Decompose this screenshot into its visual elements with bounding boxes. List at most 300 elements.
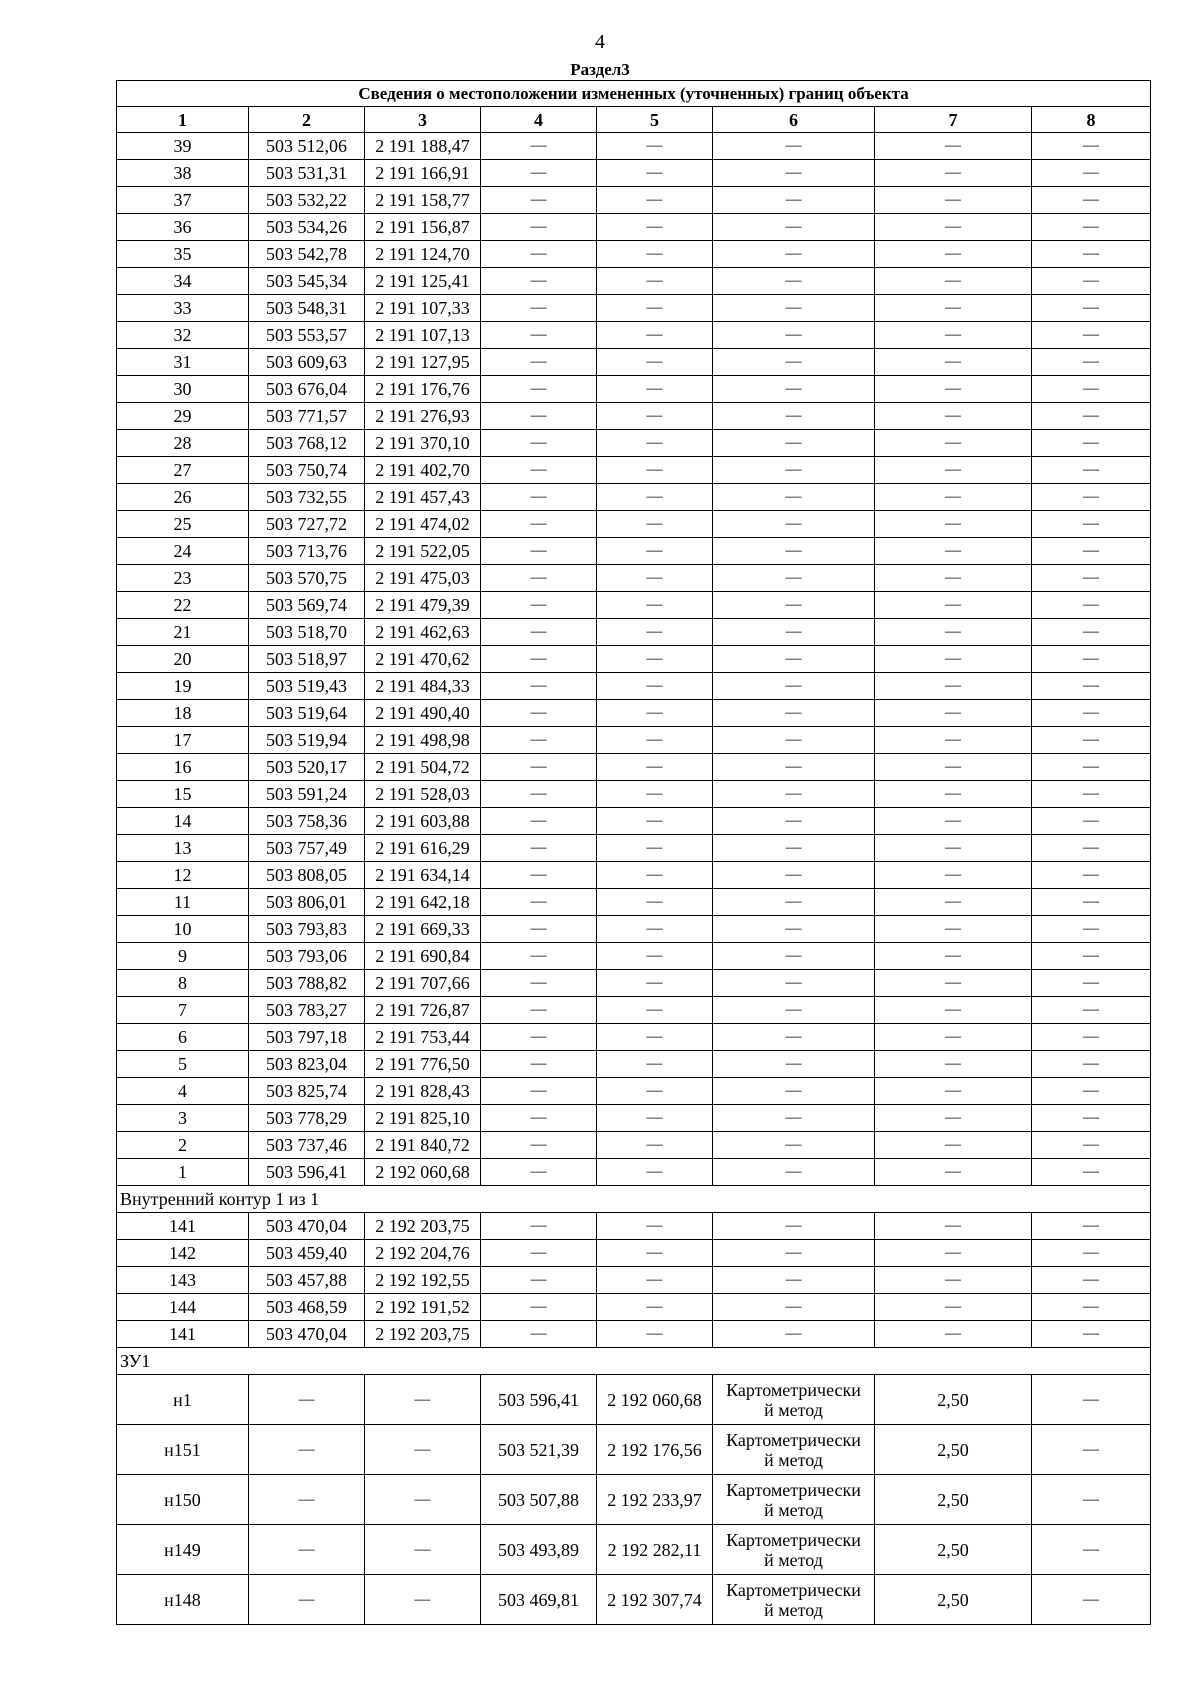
table-row — [117, 754, 1151, 781]
empty-dash: — — [875, 700, 1032, 727]
method-line: й метод — [764, 1599, 823, 1620]
coord-x: 503 825,74 — [249, 1078, 365, 1105]
empty-dash: — — [597, 862, 713, 889]
point-number: 24 — [117, 538, 249, 565]
empty-dash: — — [713, 754, 875, 781]
point-number: 34 — [117, 268, 249, 295]
coord-y: 2 191 634,14 — [365, 862, 481, 889]
coord-y: 2 191 107,33 — [365, 295, 481, 322]
empty-dash: — — [875, 403, 1032, 430]
coord-y: 2 191 470,62 — [365, 646, 481, 673]
table-row — [117, 349, 1151, 376]
empty-dash: — — [481, 268, 597, 295]
empty-dash: — — [481, 673, 597, 700]
empty-dash: — — [875, 295, 1032, 322]
table-row — [117, 376, 1151, 403]
coord-x: 503 459,40 — [249, 1240, 365, 1267]
table-row — [117, 943, 1151, 970]
empty-dash: — — [481, 835, 597, 862]
empty-dash: — — [713, 1051, 875, 1078]
empty-dash: — — [597, 160, 713, 187]
empty-dash: — — [713, 808, 875, 835]
empty-dash: — — [481, 754, 597, 781]
coord-y: 2 191 690,84 — [365, 943, 481, 970]
method-line: Картометрически — [726, 1429, 861, 1450]
empty-dash: — — [597, 268, 713, 295]
coord-x: 503 570,75 — [249, 565, 365, 592]
empty-dash: — — [713, 673, 875, 700]
coord-x: 503 758,36 — [249, 808, 365, 835]
column-number-row — [117, 107, 1151, 133]
coord-x: 503 548,31 — [249, 295, 365, 322]
empty-dash: — — [1032, 862, 1151, 889]
table-row — [117, 1240, 1151, 1267]
method-cell — [713, 1425, 875, 1475]
accuracy: 2,50 — [875, 1475, 1032, 1525]
point-number: 36 — [117, 214, 249, 241]
empty-dash: — — [481, 1024, 597, 1051]
empty-dash: — — [1032, 1078, 1151, 1105]
column-number: 3 — [365, 107, 481, 133]
empty-dash: — — [597, 1294, 713, 1321]
point-number: 17 — [117, 727, 249, 754]
empty-dash: — — [597, 376, 713, 403]
table-title-row — [117, 81, 1151, 107]
empty-dash: — — [597, 1132, 713, 1159]
empty-dash: — — [597, 322, 713, 349]
empty-dash: — — [597, 1105, 713, 1132]
table-row — [117, 295, 1151, 322]
coord-y: 2 192 060,68 — [597, 1375, 713, 1425]
empty-dash: — — [875, 1321, 1032, 1348]
coord-y: 2 191 156,87 — [365, 214, 481, 241]
coord-x: 503 518,70 — [249, 619, 365, 646]
point-number: 29 — [117, 403, 249, 430]
empty-dash: — — [481, 1321, 597, 1348]
coord-x: 503 553,57 — [249, 322, 365, 349]
empty-dash: — — [875, 484, 1032, 511]
table-row — [117, 1051, 1151, 1078]
coord-y: 2 191 474,02 — [365, 511, 481, 538]
point-number: 37 — [117, 187, 249, 214]
coord-y: 2 191 484,33 — [365, 673, 481, 700]
empty-dash: — — [597, 1078, 713, 1105]
empty-dash: — — [1032, 1475, 1151, 1525]
coord-x: 503 596,41 — [249, 1159, 365, 1186]
empty-dash: — — [597, 1267, 713, 1294]
point-number: 23 — [117, 565, 249, 592]
coord-y: 2 191 158,77 — [365, 187, 481, 214]
empty-dash: — — [365, 1475, 481, 1525]
table-row — [117, 997, 1151, 1024]
empty-dash: — — [365, 1425, 481, 1475]
coord-x: 503 531,31 — [249, 160, 365, 187]
empty-dash: — — [713, 646, 875, 673]
empty-dash: — — [1032, 1294, 1151, 1321]
empty-dash: — — [875, 1213, 1032, 1240]
empty-dash: — — [875, 646, 1032, 673]
empty-dash: — — [1032, 1240, 1151, 1267]
empty-dash: — — [875, 619, 1032, 646]
empty-dash: — — [1032, 1132, 1151, 1159]
empty-dash: — — [713, 376, 875, 403]
point-number: 22 — [117, 592, 249, 619]
coord-x: 503 797,18 — [249, 1024, 365, 1051]
empty-dash: — — [597, 457, 713, 484]
empty-dash: — — [597, 214, 713, 241]
empty-dash: — — [481, 1078, 597, 1105]
coord-y: 2 191 127,95 — [365, 349, 481, 376]
table-row — [117, 835, 1151, 862]
empty-dash: — — [597, 916, 713, 943]
empty-dash: — — [597, 943, 713, 970]
empty-dash: — — [875, 781, 1032, 808]
empty-dash: — — [875, 970, 1032, 997]
table-row — [117, 673, 1151, 700]
table-row — [117, 322, 1151, 349]
point-number: н1 — [117, 1375, 249, 1425]
empty-dash: — — [481, 1132, 597, 1159]
empty-dash: — — [597, 1159, 713, 1186]
table-row — [117, 1024, 1151, 1051]
coord-y: 2 191 107,13 — [365, 322, 481, 349]
point-number: 30 — [117, 376, 249, 403]
empty-dash: — — [1032, 268, 1151, 295]
empty-dash: — — [713, 403, 875, 430]
coord-x: 503 507,88 — [481, 1475, 597, 1525]
table-row — [117, 1425, 1151, 1475]
empty-dash: — — [1032, 1024, 1151, 1051]
empty-dash: — — [597, 646, 713, 673]
table-row — [117, 1525, 1151, 1575]
coord-y: 2 191 176,76 — [365, 376, 481, 403]
empty-dash: — — [875, 187, 1032, 214]
coord-y: 2 192 307,74 — [597, 1575, 713, 1625]
coord-y: 2 191 490,40 — [365, 700, 481, 727]
method-line: й метод — [764, 1399, 823, 1420]
empty-dash: — — [597, 1051, 713, 1078]
coord-x: 503 512,06 — [249, 133, 365, 160]
point-number: 7 — [117, 997, 249, 1024]
empty-dash: — — [597, 808, 713, 835]
empty-dash: — — [481, 1051, 597, 1078]
empty-dash: — — [1032, 646, 1151, 673]
empty-dash: — — [713, 1159, 875, 1186]
coord-y: 2 191 125,41 — [365, 268, 481, 295]
empty-dash: — — [597, 187, 713, 214]
empty-dash: — — [1032, 970, 1151, 997]
empty-dash: — — [365, 1525, 481, 1575]
table-row — [117, 430, 1151, 457]
empty-dash: — — [481, 916, 597, 943]
coord-y: 2 191 707,66 — [365, 970, 481, 997]
point-number: 16 — [117, 754, 249, 781]
coord-y: 2 191 457,43 — [365, 484, 481, 511]
coord-y: 2 192 191,52 — [365, 1294, 481, 1321]
empty-dash: — — [481, 700, 597, 727]
empty-dash: — — [1032, 835, 1151, 862]
empty-dash: — — [713, 1294, 875, 1321]
empty-dash: — — [597, 781, 713, 808]
table-row — [117, 268, 1151, 295]
coord-y: 2 192 203,75 — [365, 1213, 481, 1240]
empty-dash: — — [1032, 1267, 1151, 1294]
point-number: 12 — [117, 862, 249, 889]
coord-y: 2 192 192,55 — [365, 1267, 481, 1294]
empty-dash: — — [875, 592, 1032, 619]
empty-dash: — — [597, 295, 713, 322]
column-number: 7 — [875, 107, 1032, 133]
empty-dash: — — [481, 241, 597, 268]
empty-dash: — — [875, 511, 1032, 538]
empty-dash: — — [597, 970, 713, 997]
empty-dash: — — [597, 889, 713, 916]
empty-dash: — — [597, 727, 713, 754]
point-number: 13 — [117, 835, 249, 862]
method-line: й метод — [764, 1449, 823, 1470]
empty-dash: — — [1032, 1105, 1151, 1132]
table-row — [117, 187, 1151, 214]
column-number: 4 — [481, 107, 597, 133]
table-row — [117, 160, 1151, 187]
point-number: 8 — [117, 970, 249, 997]
empty-dash: — — [597, 673, 713, 700]
coord-y: 2 192 176,56 — [597, 1425, 713, 1475]
table-row — [117, 133, 1151, 160]
method-line: Картометрически — [726, 1479, 861, 1500]
empty-dash: — — [1032, 484, 1151, 511]
point-number: 143 — [117, 1267, 249, 1294]
empty-dash: — — [875, 754, 1032, 781]
table-row — [117, 1575, 1151, 1625]
empty-dash: — — [713, 916, 875, 943]
empty-dash: — — [713, 943, 875, 970]
empty-dash: — — [875, 349, 1032, 376]
coord-x: 503 778,29 — [249, 1105, 365, 1132]
coord-x: 503 469,81 — [481, 1575, 597, 1625]
table-row — [117, 592, 1151, 619]
table-row — [117, 889, 1151, 916]
empty-dash: — — [365, 1575, 481, 1625]
empty-dash: — — [249, 1525, 365, 1575]
coord-x: 503 519,43 — [249, 673, 365, 700]
table-row — [117, 214, 1151, 241]
coord-y: 2 191 776,50 — [365, 1051, 481, 1078]
method-cell — [713, 1475, 875, 1525]
empty-dash: — — [1032, 673, 1151, 700]
coord-x: 503 569,74 — [249, 592, 365, 619]
empty-dash: — — [481, 484, 597, 511]
empty-dash: — — [1032, 187, 1151, 214]
coord-y: 2 191 462,63 — [365, 619, 481, 646]
coord-x: 503 468,59 — [249, 1294, 365, 1321]
empty-dash: — — [713, 565, 875, 592]
coord-x: 503 771,57 — [249, 403, 365, 430]
accuracy: 2,50 — [875, 1575, 1032, 1625]
empty-dash: — — [597, 1024, 713, 1051]
point-number: 33 — [117, 295, 249, 322]
column-number: 5 — [597, 107, 713, 133]
empty-dash: — — [875, 214, 1032, 241]
point-number: 15 — [117, 781, 249, 808]
empty-dash: — — [481, 943, 597, 970]
empty-dash: — — [597, 997, 713, 1024]
empty-dash: — — [481, 808, 597, 835]
coord-y: 2 192 060,68 — [365, 1159, 481, 1186]
empty-dash: — — [875, 673, 1032, 700]
empty-dash: — — [597, 133, 713, 160]
coord-x: 503 457,88 — [249, 1267, 365, 1294]
table-row — [117, 970, 1151, 997]
empty-dash: — — [1032, 1425, 1151, 1475]
empty-dash: — — [481, 997, 597, 1024]
empty-dash: — — [875, 1294, 1032, 1321]
coord-x: 503 823,04 — [249, 1051, 365, 1078]
empty-dash: — — [1032, 133, 1151, 160]
empty-dash: — — [875, 1267, 1032, 1294]
empty-dash: — — [713, 538, 875, 565]
table-row — [117, 1321, 1151, 1348]
empty-dash: — — [1032, 700, 1151, 727]
point-number: 142 — [117, 1240, 249, 1267]
empty-dash: — — [713, 862, 875, 889]
coord-x: 503 545,34 — [249, 268, 365, 295]
coord-y: 2 191 188,47 — [365, 133, 481, 160]
method-cell — [713, 1525, 875, 1575]
empty-dash: — — [597, 538, 713, 565]
point-number: 19 — [117, 673, 249, 700]
empty-dash: — — [1032, 160, 1151, 187]
coord-y: 2 191 616,29 — [365, 835, 481, 862]
empty-dash: — — [481, 349, 597, 376]
point-number: 1 — [117, 1159, 249, 1186]
empty-dash: — — [713, 835, 875, 862]
empty-dash: — — [481, 1159, 597, 1186]
point-number: 18 — [117, 700, 249, 727]
empty-dash: — — [1032, 538, 1151, 565]
method-line: Картометрически — [726, 1379, 861, 1400]
coord-y: 2 191 603,88 — [365, 808, 481, 835]
table-row — [117, 1105, 1151, 1132]
empty-dash: — — [481, 862, 597, 889]
table-row — [117, 538, 1151, 565]
coord-y: 2 191 479,39 — [365, 592, 481, 619]
empty-dash: — — [597, 835, 713, 862]
coord-x: 503 727,72 — [249, 511, 365, 538]
empty-dash: — — [597, 241, 713, 268]
empty-dash: — — [713, 511, 875, 538]
empty-dash: — — [875, 457, 1032, 484]
point-number: 28 — [117, 430, 249, 457]
table-title: Сведения о местоположении измененных (уточненных) границ объекта — [117, 81, 1151, 107]
inner-contour-label-row — [117, 1186, 1151, 1213]
coord-y: 2 191 669,33 — [365, 916, 481, 943]
empty-dash: — — [713, 133, 875, 160]
empty-dash: — — [1032, 592, 1151, 619]
empty-dash: — — [481, 187, 597, 214]
empty-dash: — — [481, 430, 597, 457]
empty-dash: — — [713, 1240, 875, 1267]
empty-dash: — — [1032, 1159, 1151, 1186]
empty-dash: — — [1032, 241, 1151, 268]
empty-dash: — — [481, 781, 597, 808]
table-row — [117, 511, 1151, 538]
empty-dash: — — [875, 268, 1032, 295]
point-number: 39 — [117, 133, 249, 160]
empty-dash: — — [1032, 808, 1151, 835]
coord-x: 503 521,39 — [481, 1425, 597, 1475]
empty-dash: — — [713, 997, 875, 1024]
empty-dash: — — [481, 160, 597, 187]
empty-dash: — — [597, 754, 713, 781]
empty-dash: — — [597, 403, 713, 430]
empty-dash: — — [1032, 997, 1151, 1024]
empty-dash: — — [875, 1105, 1032, 1132]
coord-x: 503 788,82 — [249, 970, 365, 997]
coord-y: 2 191 828,43 — [365, 1078, 481, 1105]
empty-dash: — — [481, 1240, 597, 1267]
empty-dash: — — [1032, 943, 1151, 970]
coord-x: 503 768,12 — [249, 430, 365, 457]
empty-dash: — — [875, 943, 1032, 970]
parcel-label-row — [117, 1348, 1151, 1375]
empty-dash: — — [249, 1375, 365, 1425]
empty-dash: — — [481, 1213, 597, 1240]
coord-y: 2 191 528,03 — [365, 781, 481, 808]
empty-dash: — — [249, 1575, 365, 1625]
coord-y: 2 192 203,75 — [365, 1321, 481, 1348]
point-number: 26 — [117, 484, 249, 511]
point-number: 2 — [117, 1132, 249, 1159]
empty-dash: — — [713, 1267, 875, 1294]
coord-y: 2 191 402,70 — [365, 457, 481, 484]
empty-dash: — — [481, 511, 597, 538]
point-number: 38 — [117, 160, 249, 187]
empty-dash: — — [481, 619, 597, 646]
empty-dash: — — [713, 619, 875, 646]
coord-x: 503 532,22 — [249, 187, 365, 214]
empty-dash: — — [481, 1267, 597, 1294]
coord-y: 2 192 204,76 — [365, 1240, 481, 1267]
point-number: 141 — [117, 1213, 249, 1240]
table-row — [117, 646, 1151, 673]
point-number: н149 — [117, 1525, 249, 1575]
empty-dash: — — [875, 1051, 1032, 1078]
inner-contour-label: Внутренний контур 1 из 1 — [117, 1186, 1151, 1213]
empty-dash: — — [713, 1213, 875, 1240]
coord-x: 503 808,05 — [249, 862, 365, 889]
coord-x: 503 806,01 — [249, 889, 365, 916]
coord-y: 2 191 504,72 — [365, 754, 481, 781]
point-number: н151 — [117, 1425, 249, 1475]
empty-dash: — — [713, 214, 875, 241]
coord-x: 503 732,55 — [249, 484, 365, 511]
column-number: 8 — [1032, 107, 1151, 133]
table-row — [117, 1159, 1151, 1186]
empty-dash: — — [481, 889, 597, 916]
coord-x: 503 493,89 — [481, 1525, 597, 1575]
method-line: й метод — [764, 1499, 823, 1520]
coord-x: 503 676,04 — [249, 376, 365, 403]
empty-dash: — — [1032, 214, 1151, 241]
empty-dash: — — [481, 295, 597, 322]
coord-y: 2 191 726,87 — [365, 997, 481, 1024]
empty-dash: — — [481, 565, 597, 592]
empty-dash: — — [1032, 1375, 1151, 1425]
coord-y: 2 192 233,97 — [597, 1475, 713, 1525]
empty-dash: — — [1032, 1051, 1151, 1078]
empty-dash: — — [481, 214, 597, 241]
